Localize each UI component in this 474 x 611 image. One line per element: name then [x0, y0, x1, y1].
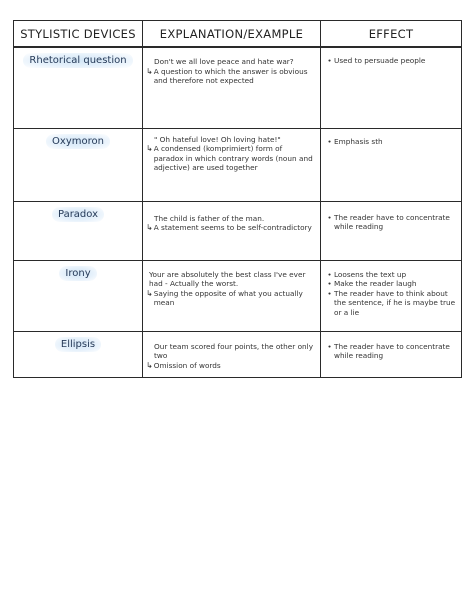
device-name: Rhetorical question [23, 53, 132, 68]
device-name: Irony [59, 266, 96, 281]
effect-list [321, 129, 461, 147]
bullet-icon: • [327, 136, 332, 146]
description-line [143, 144, 320, 173]
header-stylistic-devices: STYLISTIC DEVICES [14, 21, 143, 48]
effect-text: Used to persuade people [334, 56, 426, 65]
table-row [14, 331, 462, 377]
bullet-icon: • [327, 279, 332, 289]
device-cell [14, 47, 143, 128]
device-name: Oxymoron [46, 134, 110, 149]
table-header-row [14, 21, 462, 48]
effect-cell [321, 128, 462, 201]
description-text: A question to which the answer is obvious and therefore not expected [153, 66, 308, 86]
bullet-icon: • [327, 212, 332, 222]
list-item [325, 342, 457, 361]
list-item [325, 213, 457, 232]
header-effect: EFFECT [321, 21, 462, 48]
table-row [14, 47, 462, 128]
effect-list [321, 48, 461, 66]
effect-text: Make the reader laugh [334, 279, 417, 289]
effect-text: Loosens the text up [334, 269, 407, 279]
description-text: A condensed (komprimiert) form of paradox in which contrary words (noun and adjective) are used together [153, 144, 313, 173]
description-text: A statement seems to be self-contradictory [153, 223, 312, 233]
table-row [14, 260, 462, 331]
explanation-cell [143, 201, 321, 260]
list-item [325, 270, 457, 280]
effect-text: Emphasis sth [334, 136, 383, 146]
description-line [143, 223, 320, 234]
effect-cell [321, 331, 462, 377]
effect-text: The reader have to think about the sentence, if he is maybe true or a lie [334, 288, 456, 317]
bullet-icon: • [327, 56, 332, 65]
example-text: Our team scored four points, the other only two [154, 341, 314, 361]
effect-list [321, 332, 461, 361]
list-item [325, 137, 457, 147]
explanation-cell [143, 128, 321, 201]
example-text: Don't we all love peace and hate war? [154, 57, 294, 66]
arrow-return-icon: ↳ [146, 288, 153, 298]
arrow-return-icon: ↳ [146, 66, 153, 76]
arrow-return-icon: ↳ [146, 223, 153, 233]
table-row [14, 201, 462, 260]
device-name: Ellipsis [55, 337, 101, 352]
arrow-return-icon: ↳ [146, 144, 153, 154]
bullet-icon: • [327, 288, 332, 298]
effect-text: The reader have to concentrate while reading [334, 212, 450, 232]
effect-cell [321, 47, 462, 128]
effect-cell [321, 260, 462, 331]
description-text: Saying the opposite of what you actually mean [153, 288, 303, 308]
explanation-cell [143, 47, 321, 128]
description-line [143, 361, 320, 372]
effect-cell [321, 201, 462, 260]
device-name: Paradox [52, 207, 104, 222]
arrow-return-icon: ↳ [146, 360, 153, 370]
effect-list [321, 202, 461, 232]
stylistic-devices-table [13, 20, 462, 378]
description-text: Omission of words [153, 360, 221, 370]
example-text: The child is father of the man. [154, 213, 265, 223]
bullet-icon: • [327, 341, 332, 351]
list-item [325, 289, 457, 318]
header-explanation-example: EXPLANATION/EXAMPLE [143, 21, 321, 48]
description-line [143, 67, 320, 86]
bullet-icon: • [327, 269, 332, 279]
effect-text: The reader have to concentrate while reading [334, 341, 450, 361]
device-cell [14, 260, 143, 331]
example-text: " Oh hateful love! Oh loving hate!" [154, 134, 281, 144]
description-line [143, 289, 320, 308]
device-cell [14, 201, 143, 260]
explanation-cell [143, 260, 321, 331]
list-item [325, 56, 457, 66]
example-text: Your are absolutely the best class I've ever had - Actually the worst. [149, 269, 306, 289]
table-row [14, 128, 462, 201]
device-cell [14, 128, 143, 201]
list-item [325, 279, 457, 289]
explanation-cell [143, 331, 321, 377]
device-cell [14, 331, 143, 377]
effect-list [321, 261, 461, 318]
